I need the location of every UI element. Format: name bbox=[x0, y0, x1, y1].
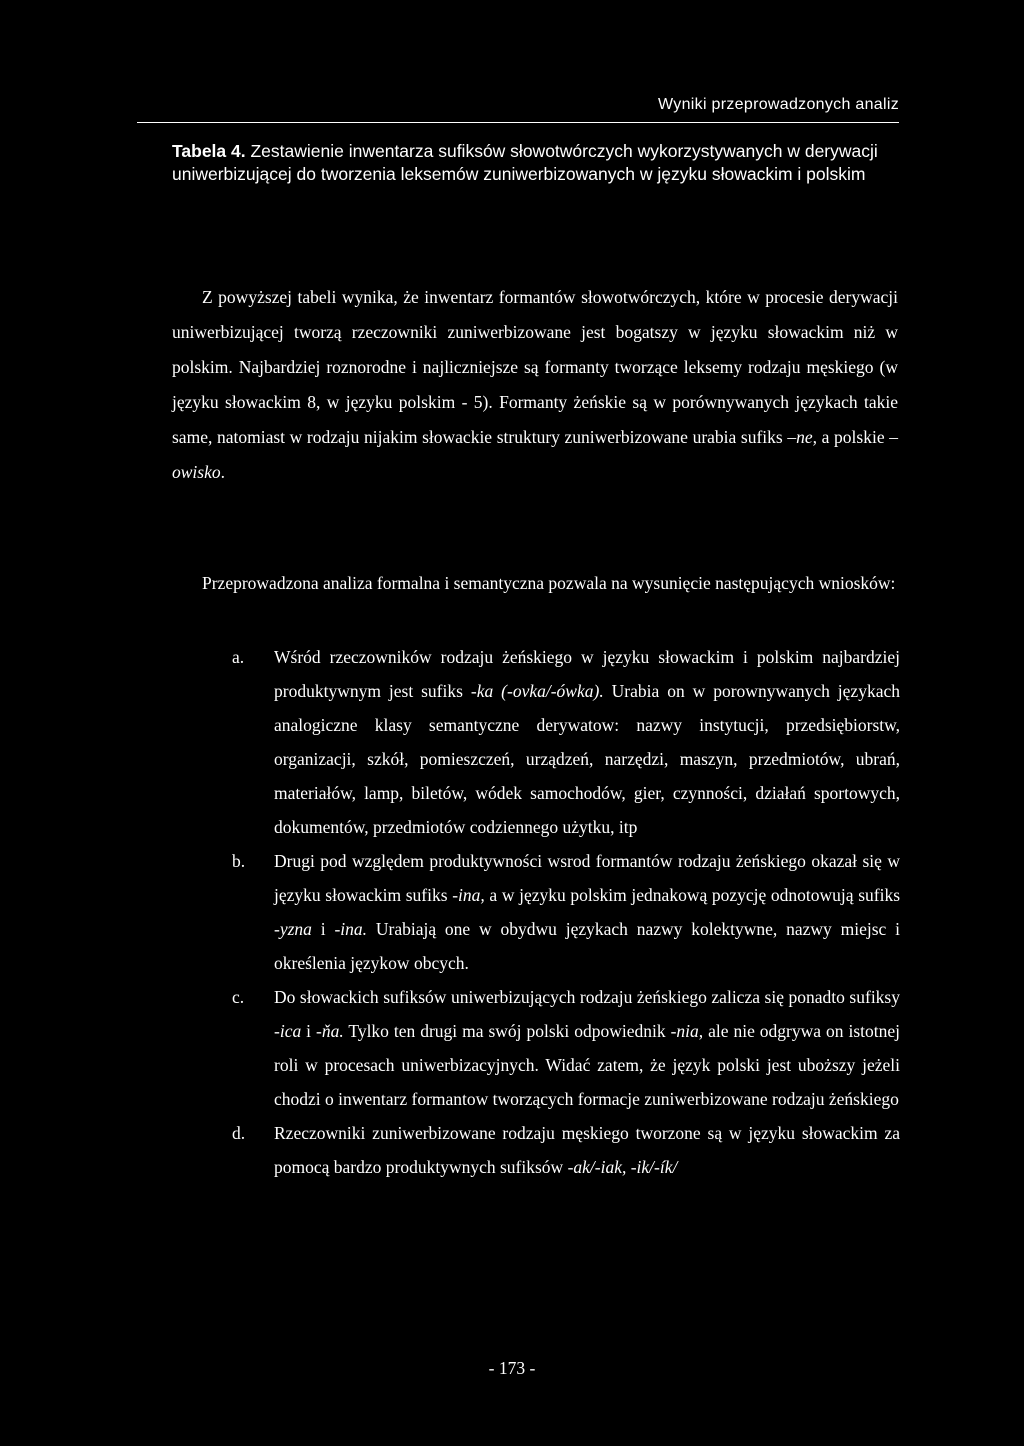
list-text: i bbox=[311, 919, 335, 939]
paragraph1-middle: a polskie bbox=[817, 427, 890, 447]
running-header: Wyniki przeprowadzonych analiz bbox=[658, 96, 899, 113]
list-suffix: -ica bbox=[274, 1021, 302, 1041]
list-item-c bbox=[232, 980, 900, 1116]
list-suffix: -ina. bbox=[334, 919, 368, 939]
page-number: - 173 - bbox=[488, 1358, 536, 1378]
paragraph1-end: . bbox=[220, 462, 225, 482]
list-text: i bbox=[301, 1021, 316, 1041]
list-marker: d. bbox=[232, 1123, 246, 1143]
list-item-d bbox=[232, 1116, 900, 1184]
list-text: Urabiają one w obydwu językach nazwy kolektywne, nazwy miejsc i określenia językow obcych. bbox=[274, 919, 900, 973]
paragraph1-text: Z powyższej tabeli wynika, że inwentarz formantów słowotwórczych, które w procesie derywacji uniwerbizującej tworzą rzeczowniki zuniwerbizowane jest bogatszy w języku słowackim niż w polskim. Najbardziej roznorodne i najliczniejsze są formanty tworzące leksemy rodzaju męskiego (w języku słowackim 8, w języku polskim - 5). Formanty żeńskie są w porównywanych językach takie same, natomiast w rodzaju nijakim słowackie struktury zuniwerbizowane urabia sufiks bbox=[172, 287, 898, 447]
list-text: a w języku polskim jednakową pozycję odnotowują sufiks bbox=[484, 885, 900, 905]
list-text: Do słowackich sufiksów uniwerbizujących rodzaju żeńskiego zalicza się ponadto sufiksy bbox=[274, 987, 900, 1007]
list-suffix: -ina, bbox=[452, 885, 485, 905]
list-text: Tylko ten drugi ma swój polski odpowiednik bbox=[343, 1021, 671, 1041]
conclusions-list bbox=[232, 640, 900, 1184]
list-suffix: -yzna bbox=[274, 919, 312, 939]
list-marker: a. bbox=[232, 647, 245, 667]
list-marker: c. bbox=[232, 987, 245, 1007]
suffix-pl: –owisko bbox=[172, 427, 898, 482]
list-suffix: -ka (-ovka/-ówka). bbox=[470, 681, 604, 701]
suffix-sk: –ne, bbox=[787, 427, 818, 447]
list-suffix: -ak/-iak, -ik/-ík/ bbox=[567, 1157, 678, 1177]
caption-label: Tabela 4. bbox=[172, 141, 246, 161]
table-caption bbox=[172, 140, 902, 186]
list-item-b bbox=[232, 844, 900, 980]
list-marker: b. bbox=[232, 851, 246, 871]
list-text: Drugi pod względem produktywności wsrod formantów rodzaju żeńskiego okazał się w języku słowackim sufiks bbox=[274, 851, 900, 905]
paragraph-conclusions-intro: Przeprowadzona analiza formalna i semantyczna pozwala na wysunięcie następujących wniosków: bbox=[202, 573, 896, 593]
paragraph-summary bbox=[172, 280, 898, 490]
caption-text: Zestawienie inwentarza sufiksów słowotwórczych wykorzystywanych w derywacji uniwerbizującej do tworzenia leksemów zuniwerbizowanych w języku słowackim i polskim bbox=[172, 141, 878, 184]
list-suffix: -nia, bbox=[670, 1021, 704, 1041]
list-text: Urabia on w porownywanych językach analogiczne klasy semantyczne derywatow: nazwy instytucji, przedsiębiorstw, organizacji, szkół, pomieszczeń, urządzeń, narzędzi, maszyn, przedmiotów, ubrań, materiałów, lamp, biletów, wódek samochodów, gier, czynności, działań sportowych, dokumentów, przedmiotów codziennego użytku, itp bbox=[274, 681, 900, 837]
list-item-a bbox=[232, 640, 900, 844]
list-text: Wśród rzeczowników rodzaju żeńskiego w języku słowackim i polskim najbardziej produktywnym jest sufiks bbox=[274, 647, 900, 701]
list-text: Rzeczowniki zuniwerbizowane rodzaju męskiego tworzone są w języku słowackim za pomocą bardzo produktywnych sufiksów bbox=[274, 1123, 900, 1177]
list-text: ale nie odgrywa on istotnej roli w procesach uniwerbizacyjnych. Widać zatem, że język polski jest uboższy jeżeli chodzi o inwentarz formantow tworzących formacje zuniwerbizowane rodzaju żeńskiego bbox=[274, 1021, 900, 1109]
list-suffix: -ňa. bbox=[316, 1021, 344, 1041]
header-rule bbox=[137, 122, 899, 123]
